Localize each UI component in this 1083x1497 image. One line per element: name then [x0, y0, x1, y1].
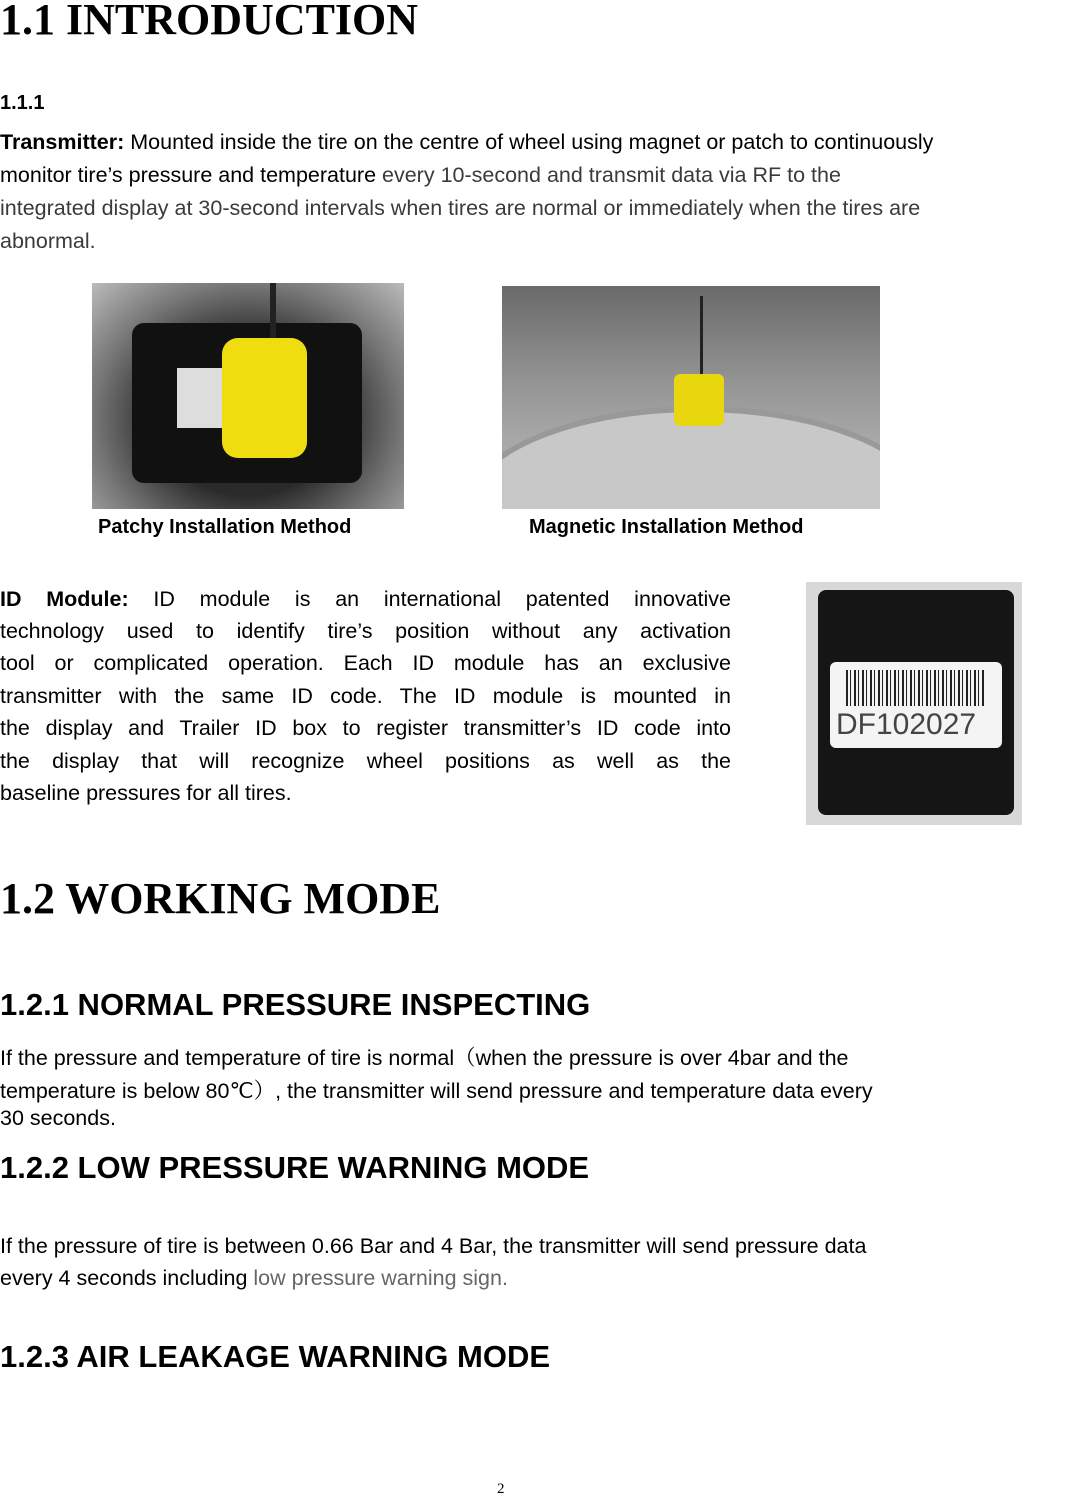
transmitter-line-1: [0, 130, 933, 155]
subsection-number: 1.1.1: [0, 92, 45, 114]
id-line-5: the display and Trailer ID box to register transmitter’s ID code into: [0, 716, 731, 740]
transmitter-line-2: [0, 163, 841, 188]
magnetic-installation-photo: [502, 286, 880, 509]
transmitter-label: Transmitter:: [0, 130, 125, 154]
text: monitor tire’s pressure and temperature: [0, 163, 377, 187]
text: Mounted inside the tire on the centre of wheel using magnet or patch to continuously: [124, 130, 934, 154]
low-line-2: [0, 1266, 508, 1291]
text: every 10-second and transmit data via RF to the: [382, 163, 841, 187]
id-line-1: [0, 587, 731, 612]
text: low pressure warning sign.: [253, 1266, 508, 1290]
id-line-4: transmitter with the same ID code. The ID module is mounted in: [0, 684, 731, 708]
text: ID module is an international patented innovative: [128, 587, 731, 611]
text: every 4 seconds including: [0, 1266, 248, 1290]
normal-line-3: 30 seconds.: [0, 1106, 116, 1130]
section-title-working-mode: 1.2 WORKING MODE: [0, 874, 441, 923]
id-line-7: baseline pressures for all tires.: [0, 781, 292, 805]
subsection-low-pressure: 1.2.2 LOW PRESSURE WARNING MODE: [0, 1150, 590, 1185]
normal-line-1: If the pressure and temperature of tire is normal（when the pressure is over 4bar and the: [0, 1046, 849, 1070]
subsection-air-leakage: 1.2.3 AIR LEAKAGE WARNING MODE: [0, 1339, 551, 1374]
id-line-3: tool or complicated operation. Each ID module has an exclusive: [0, 651, 731, 675]
transmitter-line-4: abnormal.: [0, 229, 96, 253]
low-line-1: If the pressure of tire is between 0.66 Bar and 4 Bar, the transmitter will send pressure data: [0, 1234, 867, 1258]
subsection-normal: 1.2.1 NORMAL PRESSURE INSPECTING: [0, 987, 591, 1022]
id-module-label: ID Module:: [0, 587, 129, 611]
caption-magnetic: Magnetic Installation Method: [529, 516, 804, 538]
page-number: 2: [497, 1481, 505, 1497]
id-module-photo: [806, 582, 1022, 825]
transmitter-line-3: integrated display at 30-second intervals when tires are normal or immediately when the tires are: [0, 196, 921, 220]
id-line-6: the display that will recognize wheel positions as well as the: [0, 749, 731, 773]
normal-line-2: temperature is below 80℃）, the transmitter will send pressure and temperature data every: [0, 1079, 873, 1103]
id-line-2: technology used to identify tire’s position without any activation: [0, 619, 731, 643]
section-title-intro: 1.1 INTRODUCTION: [0, 0, 419, 44]
caption-patchy: Patchy Installation Method: [98, 516, 352, 538]
patch-installation-photo: [92, 283, 404, 509]
id-code: DF102027: [836, 708, 977, 741]
